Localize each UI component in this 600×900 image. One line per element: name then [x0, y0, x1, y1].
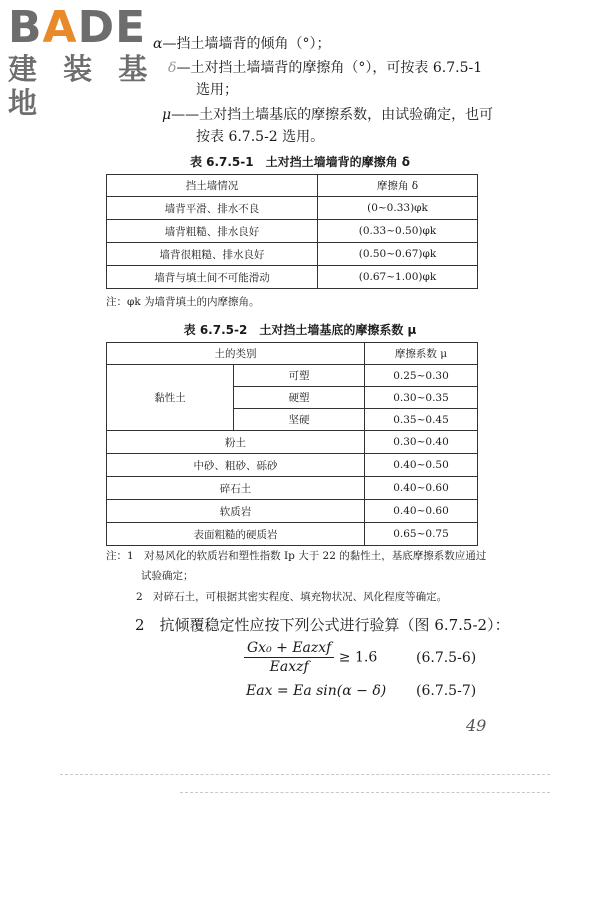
table-row: [107, 477, 478, 500]
table-cell: 硬塑: [234, 387, 365, 409]
definition-mu: μ——土对挡土墙基底的摩擦系数，由试验确定，也可: [162, 107, 494, 123]
definition-delta: δ—土对挡土墙墙背的摩擦角（°），可按表 6.7.5-1: [168, 60, 483, 76]
definition-delta-cont: 选用；: [196, 82, 238, 98]
table-cell: 粉土: [107, 431, 365, 454]
table-row: [107, 500, 478, 523]
logo-accent-letter: A: [42, 2, 78, 53]
table-cell: (0~0.33)φk: [318, 197, 478, 220]
base-friction-table: [106, 342, 478, 546]
formula-6-7-5-7: Eax = Ea sin(α − δ): [246, 683, 387, 699]
formula-6-7-5-7-label: (6.7.5-7): [416, 683, 477, 699]
table-header-cell: 摩擦系数 μ: [365, 343, 478, 365]
table-row: [107, 266, 478, 289]
table-cell: 可塑: [234, 365, 365, 387]
table-cell: 0.40~0.60: [365, 500, 478, 523]
table-cell: 中砂、粗砂、砾砂: [107, 454, 365, 477]
table1-caption: 表 6.7.5-1 土对挡土墙墙背的摩擦角 δ: [189, 155, 411, 169]
formula-rhs: ≥ 1.6: [338, 649, 378, 666]
table-cell: 软质岩: [107, 500, 365, 523]
table-cell: 表面粗糙的硬质岩: [107, 523, 365, 546]
table2-caption: 表 6.7.5-2 土对挡土墙基底的摩擦系数 μ: [183, 323, 417, 337]
table-cell: 黏性土: [107, 365, 234, 431]
table-cell: 坚硬: [234, 409, 365, 431]
table-row: [107, 220, 478, 243]
formula-6-7-5-6: [244, 640, 377, 675]
table-cell: 0.40~0.50: [365, 454, 478, 477]
table2-note-2: 2 对碎石土，可根据其密实程度、填充物状况、风化程度等确定。: [136, 591, 448, 603]
bade-logo: [8, 2, 180, 120]
table-row: [107, 431, 478, 454]
table-row: [107, 243, 478, 266]
table-header-row: [107, 343, 478, 365]
logo-subtitle: 建 装 基 地: [8, 52, 156, 120]
definition-mu-cont: 按表 6.7.5-2 选用。: [196, 129, 325, 145]
table-cell: 0.35~0.45: [365, 409, 478, 431]
table-cell: (0.33~0.50)φk: [318, 220, 478, 243]
table-cell: 0.25~0.30: [365, 365, 478, 387]
friction-angle-table: [106, 174, 478, 289]
table-row: [107, 523, 478, 546]
table-cell: 墙背很粗糙、排水良好: [107, 243, 318, 266]
table-cell: 碎石土: [107, 477, 365, 500]
table2-note-1-cont: 试验确定；: [141, 570, 194, 582]
page-number: 49: [466, 716, 487, 735]
table-cell: 墙背与填土间不可能滑动: [107, 266, 318, 289]
table-header-cell: 摩擦角 δ: [318, 175, 478, 197]
table-header-row: [107, 175, 478, 197]
item-2-text: 2 抗倾覆稳定性应按下列公式进行验算（图 6.7.5-2）：: [135, 616, 510, 634]
fraction-numerator: Gx₀ + Eazxf: [244, 640, 334, 658]
table-header-cell: 土的类别: [107, 343, 365, 365]
fraction: [244, 640, 334, 675]
table-row: [107, 365, 478, 387]
table-cell: 0.65~0.75: [365, 523, 478, 546]
formula-6-7-5-6-label: (6.7.5-6): [416, 650, 477, 666]
table-cell: 墙背平滑、排水不良: [107, 197, 318, 220]
table-cell: 0.30~0.40: [365, 431, 478, 454]
table-cell: (0.50~0.67)φk: [318, 243, 478, 266]
table1-note: 注：φk 为墙背填土的内摩擦角。: [106, 296, 260, 308]
scan-artifact-line: [60, 774, 550, 775]
table-row: [107, 197, 478, 220]
table-cell: (0.67~1.00)φk: [318, 266, 478, 289]
definition-alpha: α—挡土墙墙背的倾角（°）；: [153, 36, 331, 52]
table-cell: 0.30~0.35: [365, 387, 478, 409]
logo-wordmark: BADE: [8, 2, 147, 53]
table2-note-1: 注：1 对易风化的软质岩和塑性指数 Ip 大于 22 的黏性土，基底摩擦系数应通过: [106, 550, 487, 562]
table-header-cell: 挡土墙情况: [107, 175, 318, 197]
table-cell: 0.40~0.60: [365, 477, 478, 500]
fraction-denominator: Eaxzf: [269, 659, 309, 675]
scan-artifact-line: [180, 792, 550, 793]
table-row: [107, 454, 478, 477]
table-cell: 墙背粗糙、排水良好: [107, 220, 318, 243]
